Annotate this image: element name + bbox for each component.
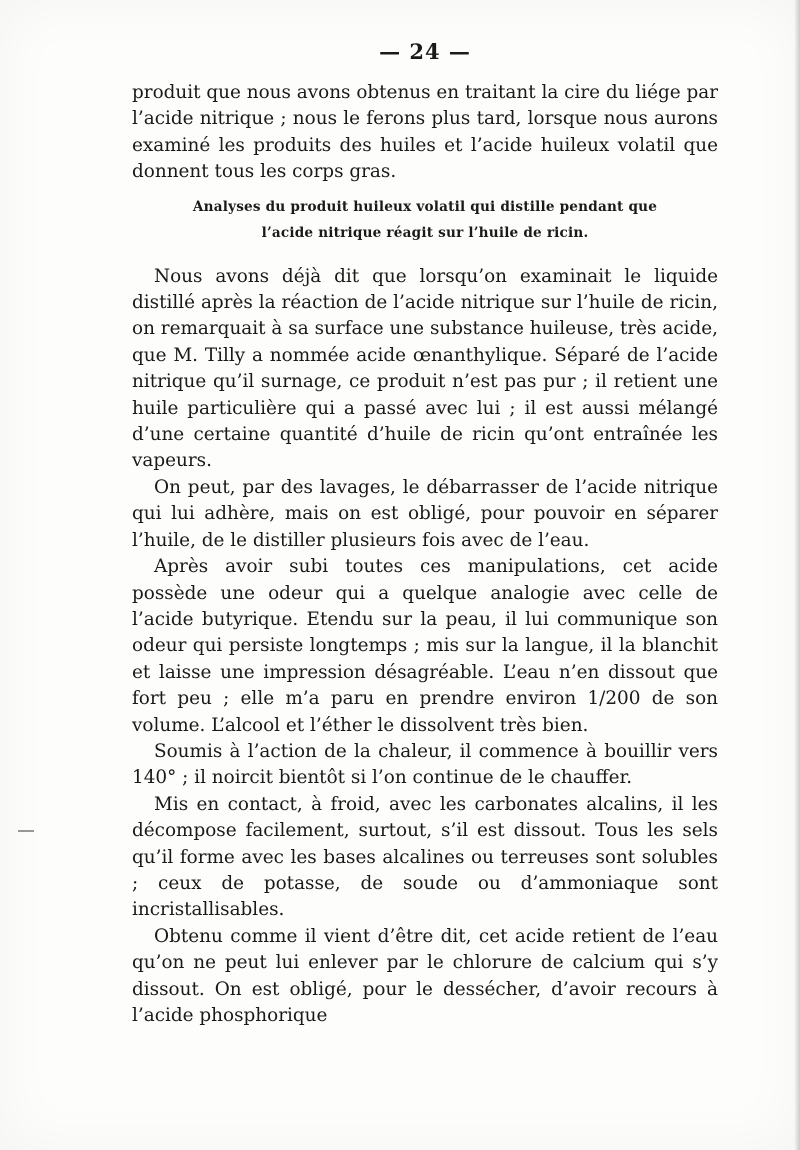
paragraph-2: On peut, par des lavages, le débarrasser de l’acide nitrique qui lui adhère, mais on est obligé, pour pouvoir en séparer l’huile, de le distiller plusieurs fois avec de l’eau. [132, 476, 718, 551]
section-title-line-1: Analyses du produit huileux volatil qui distille pendant que [192, 198, 658, 215]
paragraph-3: Après avoir subi toutes ces manipulations, cet acide possède une odeur qui a quelque analogie avec celle de l’acide butyrique. Etendu sur la peau, il lui communique son odeur qui persiste longtemps ; mis sur la langue, il la blanchit et laisse une impression désagréable. L’eau n’en dissout que fort peu ; elle m’a paru en prendre environ 1/200 de son volume. L’alcool et l’éther le dissolvent très bien. [132, 556, 718, 736]
paragraph-6: Obtenu comme il vient d’être dit, cet acide retient de l’eau qu’on ne peut lui enlever par le chlorure de calcium qui s’y dissout. On est obligé, pour le dessécher, d’avoir recours à l’acide phosphorique [132, 925, 718, 1026]
margin-mark [18, 830, 34, 832]
section-title-line-2: l’acide nitrique réagit sur l’huile de ricin. [261, 224, 589, 241]
paragraph-1: Nous avons déjà dit que lorsqu’on examinait le liquide distillé après la réaction de l’acide nitrique sur l’huile de ricin, on remarquait à sa surface une substance huileuse, très acide, que M. Tilly a nommée acide œnanthylique. Séparé de l’acide nitrique qu’il surnage, ce produit n’est pas pur ; il retient une huile particulière qui a passé avec lui ; il est aussi mélangé d’une certaine quantité d’huile de ricin qu’ont entraînée les vapeurs. [132, 265, 718, 472]
intro-paragraph: produit que nous avons obtenus en traitant la cire du liége par l’acide nitrique ; nous le ferons plus tard, lorsque nous aurons examiné les produits des huiles et l’acide huileux volatil que donnent tous les corps gras. [132, 82, 718, 183]
paragraph-4: Soumis à l’action de la chaleur, il commence à bouillir vers 140° ; il noircit bientôt si l’on continue de le chauffer. [132, 740, 718, 789]
page-edge-shadow [794, 0, 800, 1150]
page-content [132, 38, 718, 1029]
page-number: — 24 — [379, 39, 471, 64]
paragraph-5: Mis en contact, à froid, avec les carbonates alcalins, il les décompose facilement, surtout, s’il est dissout. Tous les sels qu’il forme avec les bases alcalines ou terreuses sont solubles ; ceux de potasse, de soude ou d’ammoniaque sont incristallisables. [132, 793, 718, 921]
section-title [132, 194, 718, 246]
